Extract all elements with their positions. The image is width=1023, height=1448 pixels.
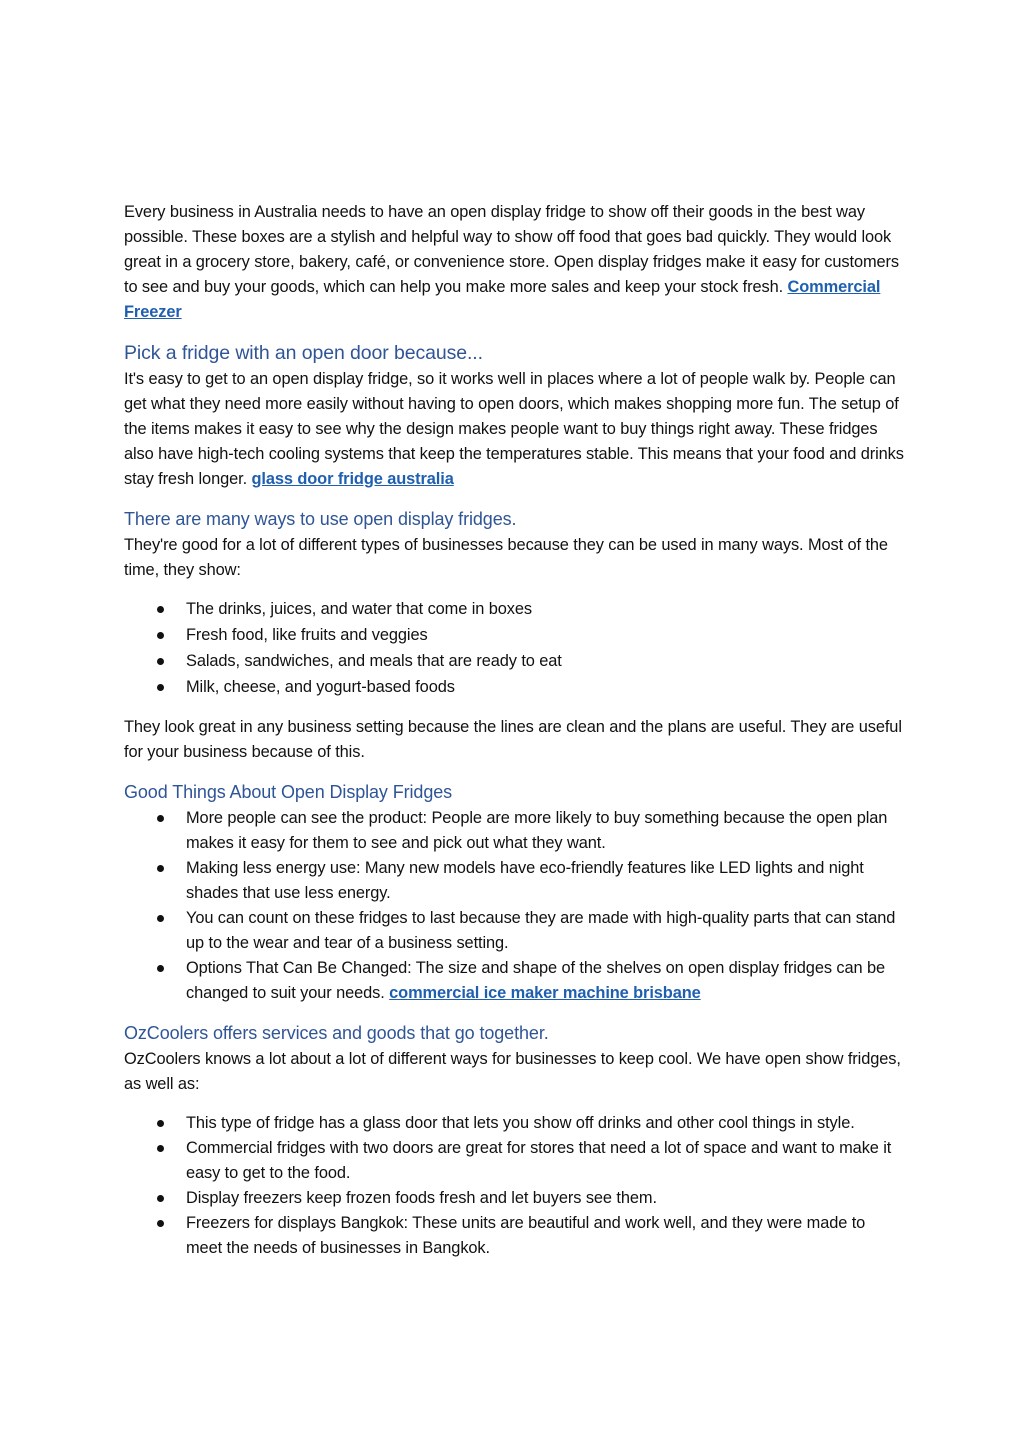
- section4-paragraph: OzCoolers knows a lot about a lot of different ways for businesses to keep cool. We have open show fridges, as well as:: [124, 1050, 901, 1093]
- uses-list: [124, 597, 904, 700]
- list-item: You can count on these fridges to last because they are made with high-quality parts that can stand up to the wear and tear of a business setting.: [124, 906, 904, 956]
- heading-ozcoolers: OzCoolers offers services and goods that go together.: [124, 1023, 549, 1043]
- commercial-freezer-link[interactable]: Commercial Freezer: [124, 278, 881, 321]
- intro-paragraph: [124, 200, 904, 325]
- section2-paragraph: They're good for a lot of different types of businesses because they can be used in many ways. Most of the time, they show:: [124, 536, 888, 579]
- document-page: [124, 200, 904, 1261]
- bullet-icon: [157, 684, 164, 691]
- section2-closing-paragraph: They look great in any business setting because the lines are clean and the plans are useful. They are useful for your business because of this.: [124, 718, 902, 761]
- section1-paragraph: [124, 367, 904, 492]
- bullet-icon: [157, 632, 164, 639]
- bullet-icon: [157, 1145, 164, 1152]
- bullet-icon: [157, 965, 164, 972]
- list-item: Freezers for displays Bangkok: These units are beautiful and work well, and they were made to meet the needs of businesses in Bangkok.: [124, 1211, 904, 1261]
- bullet-icon: [157, 1220, 164, 1227]
- heading-good-things: Good Things About Open Display Fridges: [124, 782, 453, 802]
- list-item: Making less energy use: Many new models have eco-friendly features like LED lights and night shades that use less energy.: [124, 856, 904, 906]
- list-item: Salads, sandwiches, and meals that are ready to eat: [124, 649, 904, 674]
- glass-door-fridge-link[interactable]: glass door fridge australia: [251, 470, 454, 488]
- bullet-icon: [157, 1120, 164, 1127]
- list-item: Milk, cheese, and yogurt-based foods: [124, 675, 904, 700]
- list-item: This type of fridge has a glass door that lets you show off drinks and other cool things in style.: [124, 1111, 904, 1136]
- list-item: More people can see the product: People are more likely to buy something because the open plan makes it easy for them to see and pick out what they want.: [124, 806, 904, 856]
- list-item: Commercial fridges with two doors are great for stores that need a lot of space and want to make it easy to get to the food.: [124, 1136, 904, 1186]
- list-item: The drinks, juices, and water that come in boxes: [124, 597, 904, 622]
- bullet-icon: [157, 658, 164, 665]
- bullet-icon: [157, 865, 164, 872]
- list-item: Display freezers keep frozen foods fresh and let buyers see them.: [124, 1186, 904, 1211]
- ice-maker-link[interactable]: commercial ice maker machine brisbane: [389, 984, 701, 1002]
- bullet-icon: [157, 606, 164, 613]
- products-list: [124, 1111, 904, 1261]
- list-item: Options That Can Be Changed: The size and shape of the shelves on open display fridges can be changed to suit your needs. commercial ice maker machine brisbane: [124, 956, 904, 1006]
- bullet-icon: [157, 1195, 164, 1202]
- list-item: Fresh food, like fruits and veggies: [124, 623, 904, 648]
- benefits-list: [124, 806, 904, 1006]
- intro-text: Every business in Australia needs to have an open display fridge to show off their goods in the best way possible. These boxes are a stylish and helpful way to show off food that goes bad quickly. They would look great in a grocery store, bakery, café, or convenience store. Open display fridges make it easy for customers to see and buy your goods, which can help you make more sales and keep your stock fresh.: [124, 203, 900, 296]
- heading-open-door: Pick a fridge with an open door because...: [124, 342, 483, 364]
- bullet-icon: [157, 815, 164, 822]
- bullet-icon: [157, 915, 164, 922]
- section1-text: It's easy to get to an open display fridge, so it works well in places where a lot of people walk by. People can get what they need more easily without having to open doors, which makes shopping more fun. The setup of the items makes it easy to see why the design makes people want to buy things right away. These fridges also have high-tech cooling systems that keep the temperatures stable. This means that your food and drinks stay fresh longer.: [124, 370, 904, 488]
- heading-ways-to-use: There are many ways to use open display fridges.: [124, 509, 517, 529]
